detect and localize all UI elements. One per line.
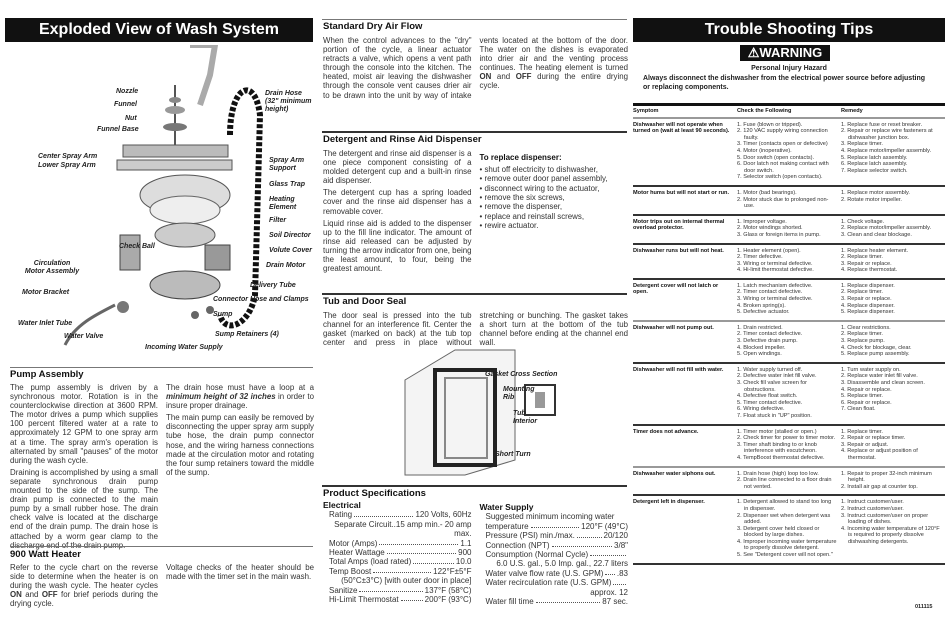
check-item: 3. Timer shaft binding to or knob interference with escutcheon. [737, 441, 817, 455]
label-incoming-water-supply: Incoming Water Supply [145, 344, 223, 351]
remedy-item: 3. Replace timer. [841, 141, 883, 148]
remedy-item: 2. Rotate motor impeller. [841, 196, 902, 203]
remedy-item: 5. Replace timer. [841, 393, 883, 400]
remedy-item: 2. Repair or replace timer. [841, 435, 906, 442]
check-cell [737, 248, 841, 274]
detergent-dispenser-section [323, 134, 628, 276]
check-cell [737, 325, 841, 358]
remedy-item: 1. Repair to proper 32-inch minimum height. [841, 470, 932, 484]
spec-rating-note: Separate Circuit..15 amp min.- 20 amp max. [334, 519, 472, 539]
spec-consumption: Consumption (Normal Cycle) [480, 550, 629, 559]
check-item: 7. Float stuck in "UP" position. [737, 412, 812, 419]
spec-flow-rate: Water valve flow rate (U.S. GPM) .83 [485, 568, 628, 578]
check-item: 1. Timer motor (stalled or open.) [737, 428, 817, 435]
check-item: 1. Drain hose (high) loop too low. [737, 470, 819, 477]
spec-hi-limit: Hi-Limit Thermostat 200°F (93°C) [329, 595, 472, 605]
detergent-paragraph-3: Liquid rinse aid is added to the dispenser up to the fill line indicator. The amount of rinse aid released can be adjusted by turning the arrow indicator from one, being the least amount, to four, being the greatest amount. [323, 218, 472, 274]
remedy-item: 4. Replace or adjust position of thermostat. [841, 448, 918, 461]
pump-paragraph-2: Draining is accomplished by using a small separate synchronous drain pump mounted to the side of the sump. The drain pump is connected to the main pump by a small rubber hose. The drain check valve is located at the discharge end of the drain pump. The drain hose is attached by a worm gear clamp to the [10, 467, 158, 541]
document-code: 011115 [915, 604, 933, 610]
spec-recirculation-value: approx. 12 [590, 587, 628, 597]
warning-badge: ⚠WARNING [740, 45, 830, 61]
check-item: 5. Door switch (open contacts). [737, 154, 815, 161]
check-item: 3. Wiring or terminal defective. [737, 296, 813, 303]
table-row [633, 426, 945, 468]
check-item: 2. Motor windings shorted. [737, 225, 803, 232]
label-circulation-motor: Circulation Motor Assembly [24, 260, 80, 275]
label-lower-spray-arm: Lower Spray Arm [38, 162, 96, 169]
remedy-item: 5. Replace dispenser. [841, 309, 895, 316]
remedy-item: 5. Replace latch assembly. [841, 154, 908, 161]
remedy-item: 3. Repair or replace. [841, 296, 892, 303]
pump-assembly-section [10, 369, 314, 553]
spec-total-amps: Total Amps (load rated) 10.0 [329, 557, 472, 567]
check-item: 4. Improper incoming water temperature to properly dissolve detergent. [737, 538, 837, 552]
table-row [633, 119, 945, 187]
remedy-item: 6. Replace latch assembly. [841, 161, 908, 168]
remedy-item: 2. Repair or replace wire fasteners at dishwasher junction box. [841, 128, 933, 141]
table-row [633, 468, 945, 497]
remedy-item: 4. Check for blockage, clear. [841, 344, 912, 351]
label-center-spray-arm: Center Spray Arm [38, 153, 98, 160]
remedy-cell [841, 283, 945, 316]
disconnect-notice: Always disconnect the dishwasher from the electrical power source before adjusting or replacing components. [643, 75, 926, 91]
replace-dispenser-steps [480, 165, 629, 230]
replace-dispenser-heading: To replace dispenser: [479, 153, 562, 162]
symptom-cell: Dishwasher runs but will not heat. [633, 247, 724, 254]
exploded-view-title: Exploded View of Wash System [5, 18, 313, 42]
check-item: 1. Fuse (blown or tripped). [737, 121, 803, 128]
label-short-turn: Short Turn [495, 451, 531, 458]
label-sump-retainers: Sump Retainers (4) [215, 331, 279, 338]
check-item: 3. Check fill valve screen for obstructions. [737, 380, 807, 393]
label-nut: Nut [125, 115, 137, 122]
label-drain-hose: Drain Hose (32" minimum height) [265, 90, 312, 113]
check-item: 5. Timer contact defective. [737, 399, 803, 406]
check-cell [737, 190, 841, 210]
check-item: 3. Defective drain pump. [737, 338, 798, 345]
label-water-valve: Water Valve [64, 333, 104, 340]
remedy-item: 3. Replace pump. [841, 338, 885, 345]
remedy-cell [841, 190, 945, 210]
check-item: 3. Wiring or terminal defective. [737, 260, 813, 267]
remedy-item: 1. Replace fuse or reset breaker. [841, 121, 923, 128]
check-item: 2. Timer contact defective. [737, 289, 803, 296]
label-nozzle: Nozzle [116, 88, 139, 95]
label-motor-bracket: Motor Bracket [22, 289, 70, 296]
table-row [633, 216, 945, 245]
warning-triangle-icon: ⚠ [747, 45, 760, 60]
remedy-item: 1. Replace dispenser. [841, 282, 895, 289]
check-item: 4. Blocked impeller. [737, 344, 786, 351]
electrical-heading: Electrical [323, 500, 361, 510]
pump-paragraph-1: The pump assembly is driven by a synchronous motor. Rotation is in the counterclockwise direction at 3600 RPM. The motor drives a pump which supplies 100 percent filtered water at a rate to approximately 12 GPM to one spray arm at a time. The spray arm's operation is alternated by small "pauses" of the motor during the wash cycle. [10, 383, 158, 465]
step: • replace and reinstall screws, [480, 212, 629, 221]
spec-sanitize: Sanitize 137°F (58°C) [329, 585, 472, 595]
check-item: 5. Open windings. [737, 351, 782, 358]
electrical-specs [323, 501, 472, 606]
remedy-item: 2. Replace water inlet fill valve. [841, 373, 918, 380]
symptom-cell: Detergent cover will not latch or open. [633, 282, 719, 296]
symptom-cell: Motor hums but will not start or run. [633, 189, 730, 196]
check-item: 5. Defective actuator. [737, 309, 790, 316]
header-remedy: Remedy [841, 108, 863, 114]
check-item: 4. Broken spring(s). [737, 302, 786, 309]
check-item: 1. Heater element (open). [737, 247, 801, 254]
label-glass-trap: Glass Trap [269, 181, 306, 188]
table-row [633, 364, 945, 426]
spec-temperature: temperature 120°F (49°C) [485, 521, 628, 531]
label-gasket-cross-section: Gasket Cross Section [485, 371, 558, 378]
check-item: 7. Selector switch (open contacts). [737, 174, 823, 181]
check-item: 3. Timer (contacts open or defective) [737, 141, 828, 148]
check-cell [737, 122, 841, 181]
remedy-cell [841, 499, 945, 558]
symptom-cell: Motor trips out on internal thermal overload protector. [633, 218, 725, 232]
remedy-item: 4. Repair or replace. [841, 386, 892, 393]
spec-rating: Rating 120 Volts, 60Hz [329, 510, 472, 520]
remedy-item: 1. Replace motor assembly. [841, 189, 910, 196]
label-tub-interior: Tub Interior [513, 410, 538, 425]
remedy-cell [841, 429, 945, 462]
remedy-item: 4. Incoming water temperature of 120°F is required to properly dissolve dishwashing detergents. [841, 525, 940, 545]
spec-fill-time: Water fill time 87 sec. [485, 597, 628, 607]
check-item: 2. Timer contact defective. [737, 331, 803, 338]
trouble-shooting-title: Trouble Shooting Tips [633, 18, 945, 42]
step: • rewire actuator. [480, 221, 629, 230]
remedy-item: 3. Instruct customer/user on proper loading of dishes. [841, 512, 929, 526]
check-item: 2. Drain line connected to a floor drain not vented. [737, 477, 832, 490]
table-row [633, 280, 945, 322]
check-item: 2. Motor stuck due to prolonged non-use. [737, 196, 829, 210]
check-item: 2. Dispenser wet when detergent was added. [737, 512, 831, 526]
remedy-item: 1. Instruct customer/user. [841, 499, 904, 506]
detergent-paragraph-2: The detergent cup has a spring loaded cover and the rinse aid dispenser has a removable cover. [323, 188, 472, 216]
header-symptom: Symptom [633, 108, 659, 114]
spec-recirculation: Water recirculation rate (U.S. GPM) [480, 578, 629, 587]
step: • shut off electricity to dishwasher, [480, 165, 629, 174]
heater-paragraph-2: Voltage checks of the heater should be made with the timer set in the main wash. [166, 563, 314, 582]
symptom-cell: Detergent left in dispenser. [633, 499, 705, 506]
remedy-item: 2. Instruct customer/user. [841, 505, 904, 512]
remedy-item: 4. Replace motor/impeller assembly. [841, 147, 932, 154]
check-item: 1. Drain restricted. [737, 324, 783, 331]
tub-door-seal-heading: Tub and Door Seal [323, 296, 407, 307]
step: • remove the dispenser, [480, 202, 629, 211]
remedy-cell [841, 122, 945, 181]
heater-section [10, 549, 314, 611]
check-cell [737, 219, 841, 239]
table-row [633, 496, 945, 564]
dry-air-flow-section [323, 21, 628, 100]
remedy-item: 2. Replace timer. [841, 331, 883, 338]
remedy-cell [841, 248, 945, 274]
hazard-label: Personal Injury Hazard [751, 65, 827, 72]
water-supply-heading: Water Supply [479, 502, 534, 512]
spec-consumption-note: 6.0 U.S. gal., 5.0 Imp. gal., 22.7 liters [496, 559, 628, 569]
label-spray-arm-support: Spray Arm Support [269, 157, 305, 172]
check-cell [737, 499, 841, 558]
remedy-item: 3. Repair or replace. [841, 260, 892, 267]
table-row [633, 245, 945, 280]
symptom-cell: Dishwasher water siphons out. [633, 470, 716, 477]
check-item: 1. Water supply turned off. [737, 366, 803, 373]
tub-door-seal-text: The door seal is pressed into the tub channel for an interference fit. Center the gasket (marked on back) at the tub top center and press in place without stretching or bunching. The gasket takes a short turn at the bottom of the tub channel before ending at the channel end wall. [323, 311, 628, 348]
remedy-item: 2. Replace timer. [841, 254, 883, 261]
label-sump: Sump [213, 311, 233, 318]
remedy-item: 1. Turn water supply on. [841, 366, 901, 373]
check-cell [737, 283, 841, 316]
remedy-item: 2. Install air gap at counter top. [841, 483, 918, 490]
label-funnel-base: Funnel Base [97, 126, 139, 133]
heater-paragraph-1: Refer to the cycle chart on the reverse side to determine when the heater is on during the wash cycle. The heater cycles ON and OFF for brief periods during the drying cycle. [10, 563, 158, 609]
remedy-cell [841, 325, 945, 358]
check-item: 6. Wiring defective. [737, 406, 785, 413]
symptom-cell: Dishwasher will not operate when turned on (wait at least 90 seconds). [633, 121, 730, 135]
remedy-item: 4. Replace dispenser. [841, 302, 895, 309]
step: • disconnect wiring to the actuator, [480, 184, 629, 193]
remedy-item: 5. Replace pump assembly. [841, 351, 910, 358]
check-item: 3. Detergent cover held closed or blocked by large dishes. [737, 525, 820, 539]
check-item: 4. Motor (inoperative). [737, 147, 792, 154]
symptom-cell: Dishwasher will not fill with water. [633, 366, 724, 373]
remedy-item: 2. Replace timer. [841, 289, 883, 296]
remedy-item: 7. Replace selector switch. [841, 167, 908, 174]
table-header [633, 103, 945, 119]
detergent-heading: Detergent and Rinse Aid Dispenser [323, 134, 482, 145]
step: • remove the six screws, [480, 193, 629, 202]
check-item: 2. Check timer for power to timer motor. [737, 435, 836, 442]
check-item: 1. Motor (bad bearings). [737, 189, 797, 196]
spec-pressure: Pressure (PSI) min./max. 20/120 [485, 531, 628, 541]
remedy-item: 2. Replace motor/impeller assembly. [841, 225, 932, 232]
label-check-ball: Check Ball [119, 243, 155, 250]
remedy-cell [841, 219, 945, 239]
label-drain-motor: Drain Motor [266, 262, 306, 269]
check-item: 5. See "Detergent cover will not open." [737, 552, 833, 559]
check-item: 3. Glass or foreign items in pump. [737, 231, 821, 238]
spec-temp-boost: Temp Boost 122°F±5°F [329, 566, 472, 576]
remedy-item: 1. Replace heater element. [841, 247, 909, 254]
label-water-inlet-tube: Water Inlet Tube [18, 320, 73, 327]
spec-boost-note: (50°C±3°C) [with outer door in place] [341, 576, 472, 586]
symptom-cell: Dishwasher will not pump out. [633, 324, 714, 331]
dry-air-flow-heading: Standard Dry Air Flow [323, 21, 423, 32]
remedy-item: 6. Repair or replace. [841, 399, 892, 406]
check-cell [737, 429, 841, 462]
table-row [633, 187, 945, 216]
symptom-cell: Timer does not advance. [633, 428, 699, 435]
remedy-item: 7. Clean float. [841, 406, 876, 413]
check-item: 2. 120 VAC supply wiring connection faulty. [737, 128, 828, 141]
table-row [633, 322, 945, 364]
remedy-item: 1. Replace timer. [841, 428, 883, 435]
label-delivery-tube: Delivery Tube [250, 282, 296, 289]
check-item: 1. Latch mechanism defective. [737, 282, 813, 289]
detergent-paragraph-1: The detergent and rinse aid dispenser is a one piece component consisting of a molded detergent cup and a built-in rinse aid dispenser. [323, 149, 472, 186]
remedy-item: 1. Clear restrictions. [841, 324, 891, 331]
water-intro: Suggested minimum incoming water [485, 512, 615, 522]
check-item: 2. Defective water inlet fill valve. [737, 373, 817, 380]
check-item: 4. Hi-limit thermostat defective. [737, 267, 814, 274]
pump-paragraph-3: The drain hose must have a loop at a minimum height of 32 inches in order to insure proper drainage. [166, 383, 314, 411]
check-cell [737, 367, 841, 420]
product-specifications-section [323, 488, 628, 606]
label-volute-cover: Volute Cover [269, 247, 312, 254]
spec-connection: Connection (NPT) 3/8" [485, 540, 628, 550]
label-connector-hose: Connector Hose and Clamps [213, 296, 309, 303]
check-item: 2. Timer defective. [737, 254, 783, 261]
check-item: 4. Defective float switch. [737, 393, 798, 400]
step: • remove outer door panel assembly, [480, 174, 629, 183]
spec-motor: Motor (Amps) 1.1 [329, 538, 472, 548]
check-cell [737, 471, 841, 491]
label-mounting-rib: Mounting Rib [503, 386, 535, 401]
header-check: Check the Following [737, 108, 792, 114]
check-item: 6. Door latch not making contact with door switch. [737, 161, 829, 174]
dry-air-flow-text: When the control advances to the "dry" portion of the cycle, a linear actuator retracts a valve, which opens a vent path through the console into the kitchen. The heated, moist air leaving the dishwasher through the console vent causes drier air to be drawn into the unit by way of intake vents located at the bottom of the door. The water on the dishes is evaporated into drier air and the venting process continues. The heating element is turned ON and OFF during the entire drying cycle. [323, 36, 628, 100]
remedy-cell [841, 367, 945, 420]
product-specs-heading: Product Specifications [323, 488, 426, 499]
check-item: 1. Detergent allowed to stand too long in dispenser. [737, 499, 832, 512]
remedy-item: 4. Replace thermostat. [841, 267, 898, 274]
check-item: 1. Improper voltage. [737, 218, 787, 225]
label-heating-element: Heating Element [269, 196, 297, 211]
pump-paragraph-4: The main pump can easily be removed by disconnecting the upper spray arm supply tube hose, the drain pump connector hose, and the wiring harness connections made at the circulation motor and rotating the four sump retainers toward the middle of the sump. [166, 413, 314, 477]
remedy-item: 3. Repair or adjust. [841, 441, 889, 448]
remedy-cell [841, 471, 945, 491]
label-soil-director: Soil Director [269, 232, 311, 239]
spec-heater: Heater Wattage 900 [329, 548, 472, 558]
water-supply-specs [480, 501, 629, 606]
remedy-item: 3. Clean and clear blockage. [841, 231, 912, 238]
remedy-item: 3. Disassemble and clean screen. [841, 380, 925, 386]
label-filter: Filter [269, 217, 287, 224]
check-item: 4. TempBoost thermostat defective. [737, 454, 825, 461]
heater-heading: 900 Watt Heater [10, 549, 81, 560]
label-funnel: Funnel [114, 101, 137, 108]
remedy-item: 1. Check voltage. [841, 218, 885, 225]
pump-assembly-heading: Pump Assembly [10, 369, 84, 380]
troubleshooting-table [633, 103, 945, 565]
